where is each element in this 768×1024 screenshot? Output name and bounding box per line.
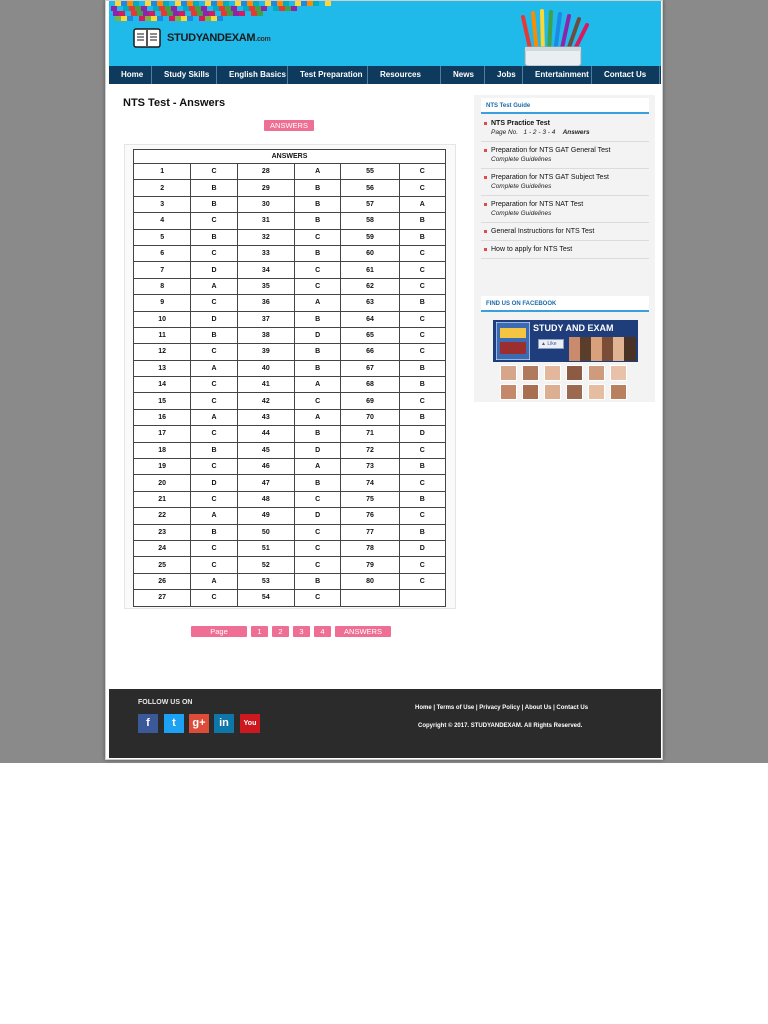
question-number-cell: 62 xyxy=(341,278,399,294)
fan-avatar[interactable] xyxy=(588,384,605,400)
nts-test-guide-heading: NTS Test Guide xyxy=(481,98,649,114)
practice-test-pages: Page No. 1 - 2 - 3 - 4 Answers xyxy=(491,129,590,136)
answers-button[interactable]: ANSWERS xyxy=(264,120,314,131)
mosaic-tile xyxy=(291,6,297,11)
table-row xyxy=(134,196,446,212)
guide-link[interactable]: Preparation for NTS NAT Test xyxy=(491,201,584,208)
question-number-cell: 30 xyxy=(237,196,294,212)
facebook-banner[interactable] xyxy=(493,320,638,362)
question-number-cell: 29 xyxy=(237,180,294,196)
question-number-cell: 18 xyxy=(134,442,191,458)
nts-guide-list xyxy=(481,115,649,259)
answer-cell: B xyxy=(191,229,237,245)
question-number-cell: 45 xyxy=(237,442,294,458)
table-row xyxy=(134,213,446,229)
list-item[interactable] xyxy=(481,241,649,259)
answer-cell: A xyxy=(295,409,341,425)
answer-cell: B xyxy=(295,426,341,442)
table-row xyxy=(134,409,446,425)
mosaic-tile xyxy=(257,11,263,16)
fan-avatar[interactable] xyxy=(500,365,517,381)
question-number-cell: 28 xyxy=(237,164,294,180)
linkedin-icon[interactable]: in xyxy=(214,714,234,733)
answer-cell: D xyxy=(295,442,341,458)
main-navigation xyxy=(109,66,661,84)
answer-cell: D xyxy=(399,540,445,556)
question-number-cell: 50 xyxy=(237,524,294,540)
question-number-cell: 26 xyxy=(134,573,191,589)
answer-cell: C xyxy=(295,262,341,278)
answer-cell: B xyxy=(399,213,445,229)
answer-cell: B xyxy=(399,295,445,311)
table-row xyxy=(134,573,446,589)
sidebar xyxy=(474,95,655,402)
page-wrapper xyxy=(105,0,663,760)
follow-us-label: FOLLOW US ON xyxy=(138,699,193,706)
answer-cell: C xyxy=(191,164,237,180)
site-logo[interactable] xyxy=(133,26,270,50)
nav-test-preparation[interactable]: Test Preparation xyxy=(288,66,368,84)
answer-cell: C xyxy=(399,262,445,278)
table-row xyxy=(134,295,446,311)
copyright-text: Copyright © 2017. STUDYANDEXAM. All Rights Reserved. xyxy=(418,723,583,729)
question-number-cell: 69 xyxy=(341,393,399,409)
question-number-cell: 35 xyxy=(237,278,294,294)
fan-avatar[interactable] xyxy=(566,365,583,381)
table-row xyxy=(134,524,446,540)
nav-home[interactable]: Home xyxy=(109,66,152,84)
mosaic-tile xyxy=(127,16,133,21)
question-number-cell: 47 xyxy=(237,475,294,491)
question-number-cell: 49 xyxy=(237,508,294,524)
answer-cell: D xyxy=(191,262,237,278)
list-item[interactable] xyxy=(481,169,649,196)
answer-cell: A xyxy=(295,164,341,180)
table-row xyxy=(134,508,446,524)
question-number-cell: 66 xyxy=(341,344,399,360)
facebook-like-button[interactable]: ▲ Like xyxy=(538,339,564,349)
question-number-cell: 2 xyxy=(134,180,191,196)
question-number-cell: 16 xyxy=(134,409,191,425)
question-number-cell: 55 xyxy=(341,164,399,180)
question-number-cell: 65 xyxy=(341,327,399,343)
answer-cell: B xyxy=(191,180,237,196)
pager-page-3[interactable]: 3 xyxy=(293,626,310,637)
guide-subtitle: Complete Guidelines xyxy=(491,210,552,217)
question-number-cell: 61 xyxy=(341,262,399,278)
page-title: NTS Test - Answers xyxy=(123,97,226,109)
logo-text: STUDYANDEXAM.com xyxy=(167,32,271,44)
answer-cell: B xyxy=(399,377,445,393)
fan-avatar[interactable] xyxy=(544,365,561,381)
answer-cell: B xyxy=(295,245,341,261)
page-thumbnail-icon xyxy=(496,322,530,360)
answer-cell: C xyxy=(295,393,341,409)
mosaic-tile xyxy=(217,16,223,21)
open-book-icon xyxy=(133,27,161,49)
question-number-cell: 40 xyxy=(237,360,294,376)
table-row xyxy=(134,590,446,606)
nav-jobs[interactable]: Jobs xyxy=(485,66,523,84)
question-number-cell: 38 xyxy=(237,327,294,343)
list-item[interactable] xyxy=(481,196,649,223)
answer-cell: C xyxy=(191,540,237,556)
answer-cell: A xyxy=(191,409,237,425)
fan-avatar[interactable] xyxy=(566,384,583,400)
answer-cell: B xyxy=(399,360,445,376)
table-row xyxy=(134,393,446,409)
twitter-icon[interactable]: t xyxy=(164,714,184,733)
question-number-cell: 15 xyxy=(134,393,191,409)
pager-page-1[interactable]: 1 xyxy=(251,626,268,637)
question-number-cell: 25 xyxy=(134,557,191,573)
answer-cell: C xyxy=(399,180,445,196)
list-item[interactable] xyxy=(481,223,649,241)
answer-cell: C xyxy=(295,557,341,573)
mosaic-tile xyxy=(325,1,331,6)
question-number-cell: 34 xyxy=(237,262,294,278)
guide-link[interactable]: General Instructions for NTS Test xyxy=(491,228,595,235)
question-number-cell: 68 xyxy=(341,377,399,393)
question-number-cell: 33 xyxy=(237,245,294,261)
answer-cell: A xyxy=(191,360,237,376)
answer-cell: C xyxy=(191,377,237,393)
answer-cell: C xyxy=(399,278,445,294)
answer-cell: C xyxy=(295,278,341,294)
answer-cell: B xyxy=(191,442,237,458)
answer-cell: C xyxy=(295,590,341,606)
mosaic-tile xyxy=(187,16,193,21)
question-number-cell: 74 xyxy=(341,475,399,491)
answer-cell: D xyxy=(399,426,445,442)
guide-link[interactable]: Preparation for NTS GAT General Test xyxy=(491,147,611,154)
question-number-cell: 64 xyxy=(341,311,399,327)
practice-answers-link[interactable]: Answers xyxy=(562,129,590,136)
answer-cell: D xyxy=(191,475,237,491)
question-number-cell: 51 xyxy=(237,540,294,556)
question-number-cell: 41 xyxy=(237,377,294,393)
table-row xyxy=(134,426,446,442)
pager-page-2[interactable]: 2 xyxy=(272,626,289,637)
google-plus-icon[interactable]: g+ xyxy=(189,714,209,733)
answer-cell: A xyxy=(399,196,445,212)
list-item[interactable] xyxy=(481,142,649,169)
question-number-cell: 11 xyxy=(134,327,191,343)
answer-cell: C xyxy=(191,426,237,442)
answer-cell: C xyxy=(191,213,237,229)
answer-cell: C xyxy=(295,229,341,245)
answer-cell: B xyxy=(295,360,341,376)
question-number-cell: 13 xyxy=(134,360,191,376)
answer-cell: A xyxy=(191,508,237,524)
answer-cell: C xyxy=(399,508,445,524)
question-number-cell: 20 xyxy=(134,475,191,491)
bullet-icon xyxy=(484,149,487,152)
nav-contact-us[interactable]: Contact Us xyxy=(592,66,660,84)
answer-cell: C xyxy=(399,442,445,458)
answer-cell: B xyxy=(295,180,341,196)
answer-cell: B xyxy=(399,409,445,425)
thumbs-up-icon: ▲ xyxy=(541,341,548,347)
nav-entertainment[interactable]: Entertainment xyxy=(523,66,592,84)
answer-cell: A xyxy=(295,377,341,393)
question-number-cell: 9 xyxy=(134,295,191,311)
question-number-cell: 14 xyxy=(134,377,191,393)
mosaic-tile xyxy=(313,1,319,6)
question-number-cell: 39 xyxy=(237,344,294,360)
guide-subtitle: Complete Guidelines xyxy=(491,156,552,163)
guide-link[interactable]: Preparation for NTS GAT Subject Test xyxy=(491,174,609,181)
table-row xyxy=(134,377,446,393)
question-number-cell: 67 xyxy=(341,360,399,376)
answer-cell: B xyxy=(399,524,445,540)
nav-resources[interactable]: Resources xyxy=(368,66,441,84)
question-number-cell: 6 xyxy=(134,245,191,261)
pager-answers-button[interactable]: ANSWERS xyxy=(335,626,391,637)
question-number-cell: 17 xyxy=(134,426,191,442)
answers-table xyxy=(133,149,446,607)
fan-avatar[interactable] xyxy=(522,384,539,400)
question-number-cell: 44 xyxy=(237,426,294,442)
table-row xyxy=(134,442,446,458)
bullet-icon xyxy=(484,248,487,251)
practice-test-link[interactable]: NTS Practice Test xyxy=(491,120,551,127)
question-number-cell: 36 xyxy=(237,295,294,311)
table-row xyxy=(134,475,446,491)
question-number-cell: 3 xyxy=(134,196,191,212)
table-row xyxy=(134,360,446,376)
answer-cell: A xyxy=(191,573,237,589)
fan-avatar[interactable] xyxy=(588,365,605,381)
answer-cell: C xyxy=(399,344,445,360)
question-number-cell: 4 xyxy=(134,213,191,229)
bullet-icon xyxy=(484,176,487,179)
fan-avatar[interactable] xyxy=(500,384,517,400)
question-number-cell: 75 xyxy=(341,491,399,507)
bullet-icon xyxy=(484,203,487,206)
facebook-widget[interactable] xyxy=(493,320,638,400)
question-number-cell: 12 xyxy=(134,344,191,360)
answer-cell: C xyxy=(191,393,237,409)
question-number-cell: 46 xyxy=(237,459,294,475)
table-row xyxy=(134,491,446,507)
answers-table-container xyxy=(124,144,456,609)
question-number-cell: 23 xyxy=(134,524,191,540)
answer-cell: B xyxy=(295,475,341,491)
table-row xyxy=(134,180,446,196)
fan-faces-strip xyxy=(569,337,636,361)
nav-news[interactable]: News xyxy=(441,66,485,84)
answer-cell: B xyxy=(295,213,341,229)
question-number-cell: 59 xyxy=(341,229,399,245)
question-number-cell: 52 xyxy=(237,557,294,573)
bullet-icon xyxy=(484,230,487,233)
answer-cell: C xyxy=(191,590,237,606)
answer-cell: C xyxy=(295,524,341,540)
question-number-cell: 53 xyxy=(237,573,294,589)
guide-link[interactable]: How to apply for NTS Test xyxy=(491,246,573,253)
answer-cell: B xyxy=(191,196,237,212)
pager-label[interactable]: Page xyxy=(191,626,247,637)
question-number-cell: 31 xyxy=(237,213,294,229)
answer-cell: C xyxy=(399,164,445,180)
answer-cell: C xyxy=(399,573,445,589)
list-item-practice-test[interactable] xyxy=(481,115,649,142)
question-number-cell: 1 xyxy=(134,164,191,180)
answer-cell: C xyxy=(191,459,237,475)
fan-avatar[interactable] xyxy=(610,384,627,400)
question-number-cell: 76 xyxy=(341,508,399,524)
question-number-cell: 10 xyxy=(134,311,191,327)
facebook-icon[interactable]: f xyxy=(138,714,158,733)
fan-avatar[interactable] xyxy=(522,365,539,381)
table-row xyxy=(134,540,446,556)
youtube-icon[interactable]: You xyxy=(240,714,260,733)
table-row xyxy=(134,311,446,327)
answer-cell: C xyxy=(191,491,237,507)
answer-cell: B xyxy=(399,459,445,475)
mosaic-tile xyxy=(157,16,163,21)
answer-cell: B xyxy=(191,327,237,343)
answer-cell: A xyxy=(295,295,341,311)
table-row xyxy=(134,557,446,573)
question-number-cell xyxy=(341,590,399,606)
question-number-cell: 48 xyxy=(237,491,294,507)
nav-english-basics[interactable]: English Basics xyxy=(217,66,288,84)
mosaic-tile xyxy=(239,11,245,16)
answer-cell: B xyxy=(295,344,341,360)
facebook-page-title: STUDY AND EXAM xyxy=(533,323,614,333)
answer-cell: C xyxy=(191,295,237,311)
facebook-heading: FIND US ON FACEBOOK xyxy=(481,296,649,312)
answer-cell: B xyxy=(295,573,341,589)
question-number-cell: 19 xyxy=(134,459,191,475)
answer-cell: A xyxy=(191,278,237,294)
question-number-cell: 7 xyxy=(134,262,191,278)
fan-avatar[interactable] xyxy=(544,384,561,400)
nav-study-skills[interactable]: Study Skills xyxy=(152,66,217,84)
answer-cell: D xyxy=(191,311,237,327)
question-number-cell: 71 xyxy=(341,426,399,442)
answer-cell: B xyxy=(191,524,237,540)
answer-cell: B xyxy=(295,196,341,212)
answer-cell: C xyxy=(399,311,445,327)
guide-subtitle: Complete Guidelines xyxy=(491,183,552,190)
answer-cell: C xyxy=(399,557,445,573)
answer-cell: C xyxy=(399,393,445,409)
table-row xyxy=(134,164,446,180)
site-footer xyxy=(109,689,661,758)
question-number-cell: 78 xyxy=(341,540,399,556)
question-number-cell: 56 xyxy=(341,180,399,196)
answer-cell: C xyxy=(399,327,445,343)
question-number-cell: 70 xyxy=(341,409,399,425)
answer-cell: D xyxy=(295,327,341,343)
question-number-cell: 21 xyxy=(134,491,191,507)
question-number-cell: 79 xyxy=(341,557,399,573)
question-number-cell: 80 xyxy=(341,573,399,589)
table-row xyxy=(134,327,446,343)
site-header xyxy=(109,1,661,66)
answers-table-header: ANSWERS xyxy=(134,150,446,164)
pager-page-4[interactable]: 4 xyxy=(314,626,331,637)
answer-cell: C xyxy=(399,475,445,491)
header-mosaic-decoration xyxy=(109,1,334,21)
question-number-cell: 37 xyxy=(237,311,294,327)
question-number-cell: 43 xyxy=(237,409,294,425)
question-number-cell: 73 xyxy=(341,459,399,475)
question-number-cell: 5 xyxy=(134,229,191,245)
practice-page-links[interactable]: 1 - 2 - 3 - 4 xyxy=(523,129,556,136)
question-number-cell: 60 xyxy=(341,245,399,261)
fan-avatar[interactable] xyxy=(610,365,627,381)
answer-cell xyxy=(399,590,445,606)
question-number-cell: 72 xyxy=(341,442,399,458)
answer-cell: D xyxy=(295,508,341,524)
answer-cell: C xyxy=(191,245,237,261)
pencil-cup-icon xyxy=(517,9,591,66)
question-number-cell: 57 xyxy=(341,196,399,212)
answer-cell: B xyxy=(399,491,445,507)
table-row xyxy=(134,262,446,278)
answer-cell: B xyxy=(295,311,341,327)
footer-links[interactable]: Home | Terms of Use | Privacy Policy | About Us | Contact Us xyxy=(415,705,589,711)
question-number-cell: 58 xyxy=(341,213,399,229)
answer-cell: A xyxy=(295,459,341,475)
question-number-cell: 27 xyxy=(134,590,191,606)
question-number-cell: 42 xyxy=(237,393,294,409)
answer-cell: C xyxy=(191,557,237,573)
question-number-cell: 8 xyxy=(134,278,191,294)
answer-cell: C xyxy=(295,540,341,556)
question-number-cell: 22 xyxy=(134,508,191,524)
question-number-cell: 32 xyxy=(237,229,294,245)
table-row xyxy=(134,459,446,475)
table-row xyxy=(134,278,446,294)
question-number-cell: 63 xyxy=(341,295,399,311)
bullet-icon xyxy=(484,122,487,125)
question-number-cell: 24 xyxy=(134,540,191,556)
table-row xyxy=(134,245,446,261)
question-number-cell: 77 xyxy=(341,524,399,540)
question-number-cell: 54 xyxy=(237,590,294,606)
table-row xyxy=(134,344,446,360)
answer-cell: C xyxy=(399,245,445,261)
answer-cell: C xyxy=(295,491,341,507)
table-row xyxy=(134,229,446,245)
answer-cell: B xyxy=(399,229,445,245)
answer-cell: C xyxy=(191,344,237,360)
